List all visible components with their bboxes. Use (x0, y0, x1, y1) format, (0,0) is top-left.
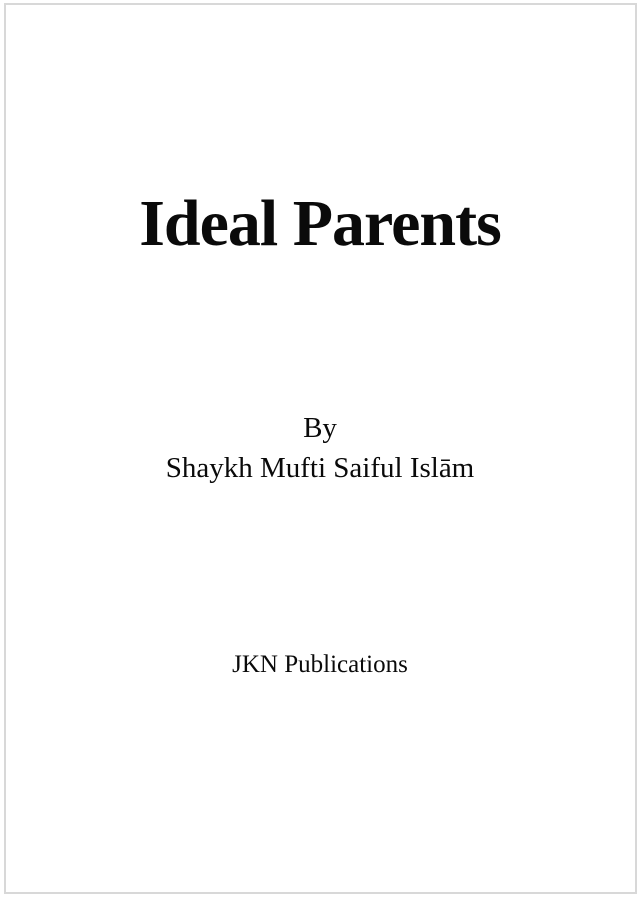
publisher-name: JKN Publications (232, 651, 408, 678)
by-label: By (303, 412, 337, 444)
book-title: Ideal Parents (139, 187, 501, 260)
byline (0, 408, 640, 488)
author-name: Shaykh Mufti Saiful Islām (165, 452, 475, 484)
